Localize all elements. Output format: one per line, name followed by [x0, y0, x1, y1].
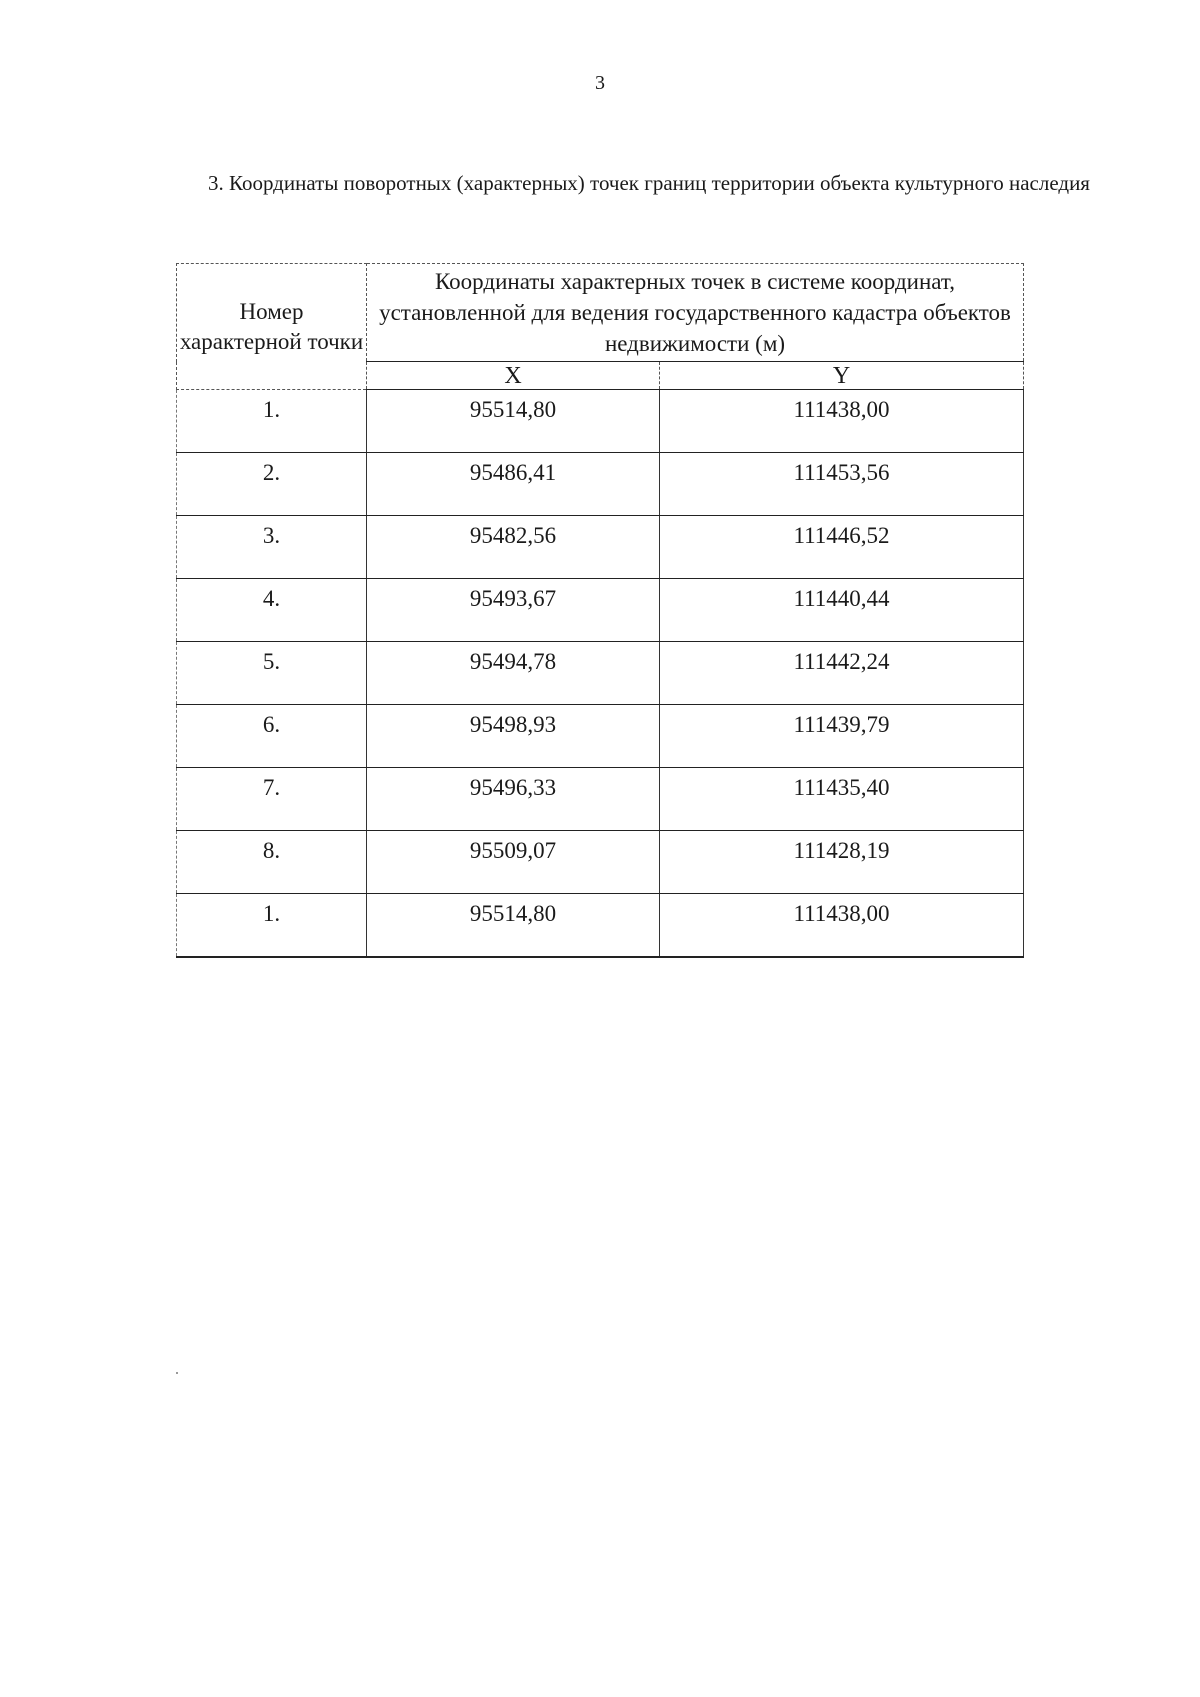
table-row — [177, 579, 1024, 642]
point-number: 3. — [177, 516, 367, 579]
scan-artifact — [176, 1372, 178, 1374]
coord-y: 111438,00 — [660, 894, 1024, 958]
header-point-number: Номер характерной точки — [177, 264, 367, 390]
table-row — [177, 768, 1024, 831]
coord-x: 95514,80 — [367, 390, 660, 453]
table-row — [177, 642, 1024, 705]
coord-x: 95498,93 — [367, 705, 660, 768]
point-number: 2. — [177, 453, 367, 516]
point-number: 1. — [177, 894, 367, 958]
coord-x: 95496,33 — [367, 768, 660, 831]
coord-x: 95509,07 — [367, 831, 660, 894]
coord-y: 111446,52 — [660, 516, 1024, 579]
table-row — [177, 390, 1024, 453]
header-y: Y — [660, 362, 1024, 390]
point-number: 6. — [177, 705, 367, 768]
table-row — [177, 453, 1024, 516]
header-coordinate-system: Координаты характерных точек в системе координат, установленной для ведения государственного кадастра объектов недвижимости (м) — [367, 264, 1024, 362]
point-number: 7. — [177, 768, 367, 831]
coord-x: 95482,56 — [367, 516, 660, 579]
page-number: 3 — [595, 72, 605, 94]
coord-y: 111453,56 — [660, 453, 1024, 516]
section-title: 3. Координаты поворотных (характерных) точек границ территории объекта культурного наследия — [208, 171, 1090, 195]
table-row — [177, 894, 1024, 958]
point-number: 4. — [177, 579, 367, 642]
coord-y: 111428,19 — [660, 831, 1024, 894]
coord-x: 95493,67 — [367, 579, 660, 642]
header-x: X — [367, 362, 660, 390]
point-number: 1. — [177, 390, 367, 453]
coord-y: 111439,79 — [660, 705, 1024, 768]
coord-y: 111440,44 — [660, 579, 1024, 642]
coord-x: 95486,41 — [367, 453, 660, 516]
coordinates-table — [176, 263, 1024, 958]
coord-y: 111435,40 — [660, 768, 1024, 831]
coord-y: 111442,24 — [660, 642, 1024, 705]
point-number: 5. — [177, 642, 367, 705]
coord-y: 111438,00 — [660, 390, 1024, 453]
coord-x: 95514,80 — [367, 894, 660, 958]
table-row — [177, 516, 1024, 579]
point-number: 8. — [177, 831, 367, 894]
table-row — [177, 831, 1024, 894]
coord-x: 95494,78 — [367, 642, 660, 705]
table-row — [177, 705, 1024, 768]
